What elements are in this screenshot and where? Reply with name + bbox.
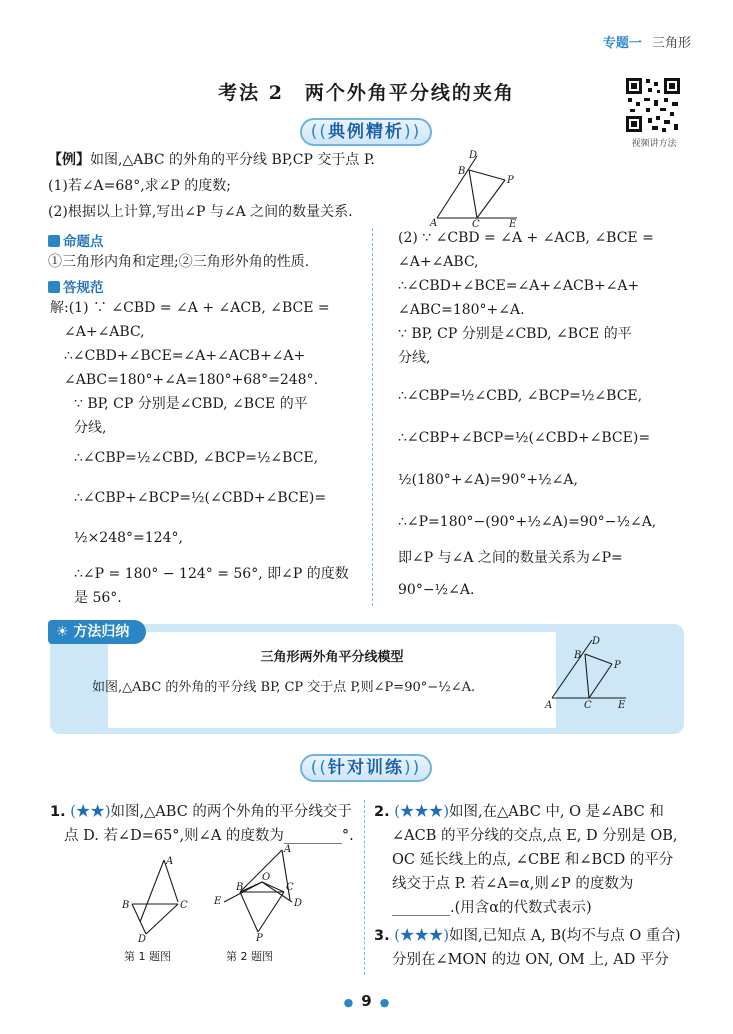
sol-right-2: ∴∠CBD+∠BCE=∠A+∠ACB+∠A+ [398,278,640,294]
sol-right-1: ∠A+∠ABC, [398,254,479,270]
lightbulb-icon: ☀ [56,624,69,640]
svg-text:A: A [284,844,292,855]
points-text: ①三角形内角和定理;②三角形外角的性质. [48,254,310,270]
exercise-2-line5: ________.(用含α的代数式表示) [392,900,592,916]
page-number: ● 9 ● [343,992,390,1010]
points-icon [48,235,60,247]
mfig-label-e: E [618,700,626,711]
mfig-label-c: C [584,700,592,711]
pencil-icon [48,281,60,293]
section-title: 考法 2 两个外角平分线的夹角 [218,82,515,104]
mfig-label-a: A [545,700,553,711]
mfig-label-p: P [614,660,621,671]
sol-left-5: 分线, [74,420,107,436]
banner-practice: ((针对训练)) [300,754,432,782]
svg-text:B: B [122,900,130,911]
method-tag-label: 方法归纳 [73,624,130,640]
fig-label-p: P [507,175,514,186]
example-stem-text: 如图,△ABC 的外角的平分线 BP,CP 交于点 P. [90,152,375,168]
example-figure [425,148,525,228]
svg-text:C: C [286,882,294,893]
fig-label-d: D [469,150,478,161]
sol-right-0: (2) ∵ ∠CBD = ∠A + ∠ACB, ∠BCE = [398,230,654,246]
banner-right-deco: )) [404,122,422,142]
sol-right-11: 90°−½∠A. [398,582,475,598]
sol-left-2: ∴∠CBD+∠BCE=∠A+∠ACB+∠A+ [64,348,306,364]
fig-label-c: C [472,219,480,228]
example-q1: (1)若∠A=68°,求∠P 的度数; [48,178,231,194]
mfig-label-d: D [592,636,601,647]
svg-text:A: A [166,856,174,867]
exercise-2-line4: 线交于点 P. 若∠A=α,则∠P 的度数为 [392,876,634,892]
sol-right-4: ∵ BP, CP 分别是∠CBD, ∠BCE 的平 [398,326,632,342]
sol-left-8: ½×248°=124°, [74,530,183,546]
sol-left-9: ∴∠P = 180° − 124° = 56°, 即∠P 的度数 [74,566,349,582]
exercise-3-stars: (★★★) [394,928,450,944]
qr-caption: 视频讲方法 [631,139,677,149]
sol-left-7: ∴∠CBP+∠BCP=½(∠CBD+∠BCE)= [74,490,327,506]
exercise-3-line1: 3. (★★★)如图,已知点 A, B(均不与点 O 重合) [374,928,681,944]
exercise-1-caption: 第 1 题图 [124,950,171,963]
method-tag [48,620,146,644]
points-label: 命题点 [48,230,104,250]
banner-left-deco: (( [310,122,328,142]
svg-text:C: C [180,900,188,911]
svg-text:B: B [236,882,244,893]
qr-code-icon[interactable] [624,76,682,134]
fig-label-b: B [458,166,466,177]
sol-left-6: ∴∠CBP=½∠CBD, ∠BCP=½∠BCE, [74,450,319,466]
sol-left-10: 是 56°. [74,590,122,606]
exercise-3-line2: 分别在∠MON 的边 ON, OM 上, AD 平分 [392,952,669,968]
sol-left-3: ∠ABC=180°+∠A=180°+68°=248°. [64,372,319,388]
method-figure [542,634,642,714]
exercise-2-figure [210,842,310,942]
method-body: 如图,△ABC 的外角的平分线 BP, CP 交于点 P,则∠P=90°−½∠A. [92,680,476,695]
svg-text:E: E [214,896,222,907]
column-divider [372,228,373,606]
sol-right-7: ∴∠CBP+∠BCP=½(∠CBD+∠BCE)= [398,430,651,446]
exercise-1-figure [112,852,192,944]
answer-label: 答规范 [48,276,104,296]
banner-example [300,118,432,146]
sol-left-4: ∵ BP, CP 分别是∠CBD, ∠BCE 的平 [74,396,308,412]
exercise-1-line2: 点 D. 若∠D=65°,则∠A 的度数为________°. [64,828,354,844]
sol-left-0: 解:(1) ∵ ∠CBD = ∠A + ∠ACB, ∠BCE = [50,300,330,316]
exercise-1-line1: 1. (★★)如图,△ABC 的两个外角的平分线交于 [50,804,352,820]
banner-example-label: 典例精析 [328,122,404,142]
exercise-2-line2: ∠ACB 的平分线的交点,点 E, D 分别是 OB, [392,828,678,844]
exercise-1-stars: (★★) [70,804,111,820]
header-topic: 专题一 [602,36,642,51]
svg-text:D: D [138,934,147,944]
exercise-2-stars: (★★★) [394,804,450,820]
svg-text:D: D [294,898,303,909]
example-label: 【例】 [48,152,90,168]
header-subtitle: 三角形 [651,36,691,51]
sol-right-5: 分线, [398,350,431,366]
sol-right-10: 即∠P 与∠A 之间的数量关系为∠P= [398,550,623,566]
sol-right-3: ∠ABC=180°+∠A. [398,302,525,318]
exercise-2-caption: 第 2 题图 [226,950,273,963]
example-q2: (2)根据以上计算,写出∠P 与∠A 之间的数量关系. [48,204,353,220]
fig-label-a: A [430,218,438,228]
exercise-2-line1: 2. (★★★)如图,在△ABC 中, O 是∠ABC 和 [374,804,664,820]
page-header [603,32,691,51]
mfig-label-b: B [574,650,582,661]
sol-right-6: ∴∠CBP=½∠CBD, ∠BCP=½∠BCE, [398,388,643,404]
fig-label-e: E [509,219,517,228]
method-title: 三角形两外角平分线模型 [260,650,404,665]
svg-text:O: O [262,872,271,883]
exercise-2-line3: OC 延长线上的点, ∠CBE 和∠BCD 的平分 [392,852,674,868]
example-stem [48,150,375,170]
banner-practice-label: 针对训练 [328,758,404,778]
sol-right-8: ½(180°+∠A)=90°+½∠A, [398,472,578,488]
sol-right-9: ∴∠P=180°−(90°+½∠A)=90°−½∠A, [398,514,657,530]
sol-left-1: ∠A+∠ABC, [64,324,145,340]
svg-text:P: P [256,933,263,942]
practice-divider [364,800,365,975]
